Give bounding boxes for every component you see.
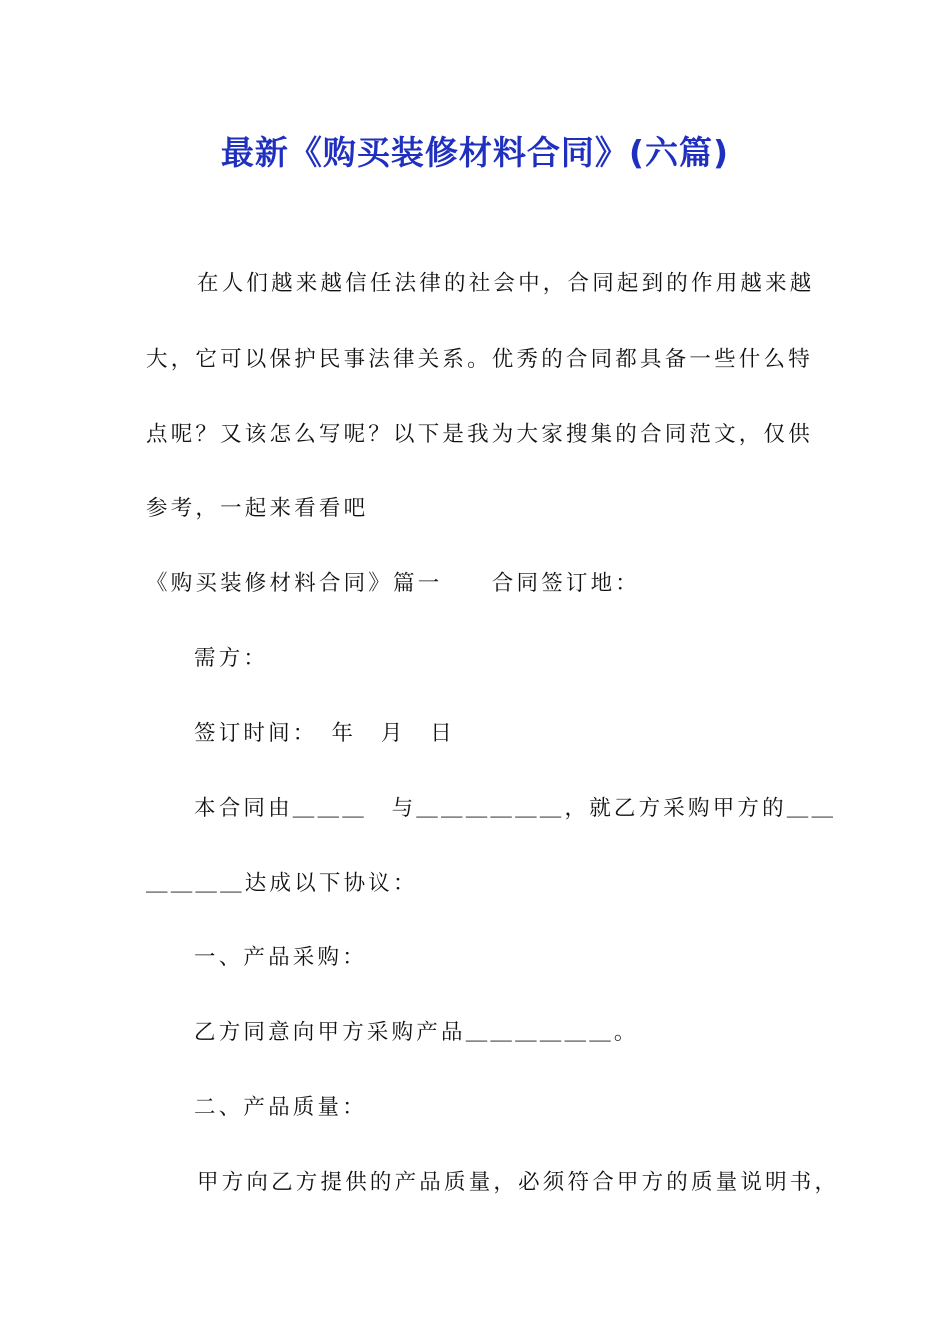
paragraph-line: 大，它可以保护民事法律关系。优秀的合同都具备一些什么特	[146, 347, 813, 372]
paragraph-line: ＿＿＿＿达成以下协议：	[146, 871, 418, 896]
clause-heading: 二、产品质量：	[194, 1095, 367, 1120]
clause-heading: 一、产品采购：	[194, 945, 367, 970]
paragraph-line: 乙方同意向甲方采购产品＿＿＿＿＿＿。	[194, 1020, 639, 1045]
paragraph-line: 点呢？又该怎么写呢？以下是我为大家搜集的合同范文，仅供	[146, 422, 813, 447]
paragraph-line: 本合同由＿＿＿ 与＿＿＿＿＿＿，就乙方采购甲方的＿＿	[194, 796, 837, 821]
document-title: 最新《购买装修材料合同》(六篇)	[220, 133, 730, 172]
paragraph-line: 参考，一起来看看吧	[146, 496, 369, 521]
paragraph-line: 在人们越来越信任法律的社会中，合同起到的作用越来越	[197, 271, 815, 296]
paragraph-line: 需方：	[194, 646, 269, 671]
paragraph-line: 签订时间： 年 月 日	[194, 721, 455, 746]
paragraph-line: 甲方向乙方提供的产品质量，必须符合甲方的质量说明书，	[197, 1170, 840, 1195]
section-heading: 《购买装修材料合同》篇一 合同签订地：	[146, 571, 641, 596]
